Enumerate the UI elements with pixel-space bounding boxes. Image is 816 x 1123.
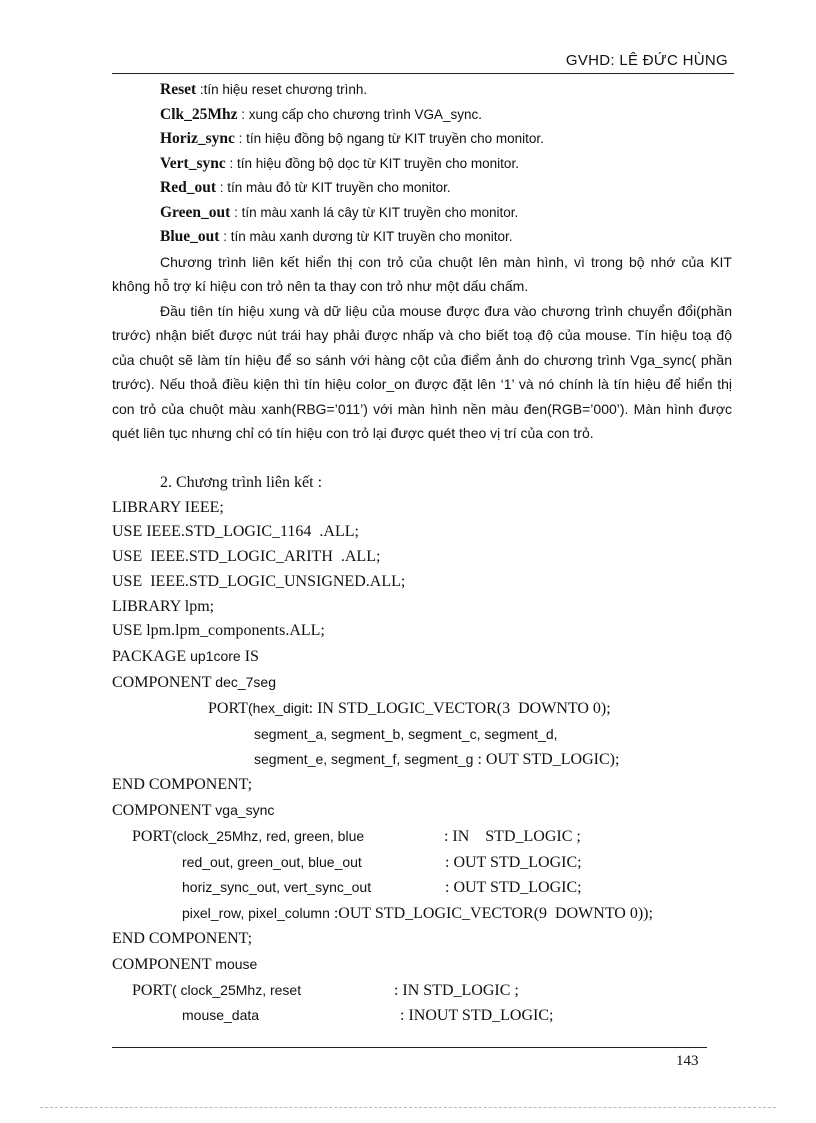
code-keyword: PACKAGE	[112, 648, 191, 666]
code-keyword: PORT	[208, 699, 248, 717]
code-line: USE IEEE.STD_LOGIC_ARITH .ALL;	[112, 548, 381, 566]
code-keyword: : OUT STD_LOGIC;	[445, 853, 582, 871]
header-rule	[112, 73, 734, 74]
code-keyword: : OUT STD_LOGIC);	[473, 751, 620, 769]
code-keyword: IS	[240, 648, 259, 666]
code-keyword: COMPONENT	[112, 955, 216, 973]
code-identifier: segment_a, segment_b, segment_c, segment_d,	[254, 725, 558, 742]
code-line	[112, 824, 732, 850]
signal-desc: : tín hiệu đồng bộ dọc từ KIT truyền cho monitor.	[225, 155, 519, 171]
signal-vert-sync	[112, 152, 732, 177]
page-number: 143	[676, 1053, 699, 1069]
code-keyword: : INOUT STD_LOGIC;	[400, 1007, 554, 1025]
section-title: 2. Chương trình liên kết :	[160, 473, 323, 491]
signal-desc: : xung cấp cho chương trình VGA_sync.	[237, 106, 483, 122]
signal-name: Red_out	[160, 179, 216, 196]
code-keyword: PORT	[132, 827, 172, 845]
code-line	[112, 670, 732, 696]
code-line: END COMPONENT;	[112, 930, 253, 948]
signal-horiz-sync	[112, 127, 732, 152]
code-block	[112, 496, 732, 1030]
code-identifier: (hex_digit	[247, 699, 309, 716]
signal-name: Blue_out	[160, 228, 220, 245]
footer-rule	[112, 1047, 707, 1048]
code-identifier: dec_7seg	[215, 674, 276, 691]
signal-name: Green_out	[160, 203, 231, 221]
code-line	[112, 722, 732, 748]
code-line	[112, 747, 732, 773]
code-keyword: : OUT STD_LOGIC;	[445, 879, 582, 897]
signal-name: Clk_25Mhz	[160, 105, 238, 123]
code-keyword: : IN STD_LOGIC ;	[443, 827, 581, 845]
signal-name: Reset	[160, 81, 197, 98]
code-identifier: ( clock_25Mhz, reset	[171, 981, 302, 998]
page-content	[112, 78, 732, 1029]
code-identifier: segment_e, segment_f, segment_g	[254, 751, 474, 768]
code-keyword: COMPONENT	[112, 674, 216, 692]
code-identifier: red_out, green_out, blue_out	[182, 853, 362, 870]
paragraph-intro: Chương trình liên kết hiển thị con trỏ của chuột lên màn hình, vì trong bộ nhớ của KIT không hỗ trợ kí hiệu con trỏ nên ta thay con trỏ như một dấu chấm.	[112, 253, 732, 294]
signal-red-out	[112, 176, 732, 201]
code-line	[112, 644, 732, 670]
header-title: GVHD: LÊ ĐỨC HÙNG	[565, 52, 728, 69]
code-identifier: pixel_row, pixel_column	[182, 905, 330, 922]
code-line	[112, 1003, 732, 1029]
signal-desc: : tín hiệu đồng bộ ngang từ KIT truyền cho monitor.	[234, 131, 544, 146]
code-line	[112, 696, 732, 722]
signal-clk	[112, 103, 732, 128]
code-keyword: : IN STD_LOGIC_VECTOR(3 DOWNTO 0);	[308, 699, 611, 717]
code-line	[112, 901, 732, 927]
code-line	[112, 850, 732, 876]
paragraph-description: Đầu tiên tín hiệu xung và dữ liệu của mouse được đưa vào chương trình chuyển đổi(phần trước) nhận biết được nút trái hay phải được nhấp và cho biết toạ độ của mouse. Tín hiệu toạ độ của chuột sẽ làm tín hiệu để so sánh với hàng cột của điểm ảnh do chương trình Vga_sync( phần trước). Nếu thoả điều kiện thì tín hiệu color_on được đặt lên ‘1’ và nó chính là tín hiệu để hiển thị con trỏ của chuột màu xanh(RBG=’011’) với màn hình nền màu đen(RGB=’000’). Màn hình được quét liên tục nhưng chỉ có tín hiệu con trỏ lại được quét theo vị trí của con trỏ.	[112, 302, 732, 441]
code-line	[112, 978, 732, 1004]
code-line	[112, 798, 732, 824]
code-line: LIBRARY lpm;	[112, 597, 215, 615]
signal-blue-out	[112, 225, 732, 250]
signal-desc: : tín màu xanh lá cây từ KIT truyền cho monitor.	[230, 204, 519, 220]
code-line: LIBRARY IEEE;	[112, 498, 224, 516]
code-keyword: COMPONENT	[112, 802, 216, 820]
code-identifier: (clock_25Mhz, red, green, blue	[171, 827, 365, 844]
code-identifier: mouse	[215, 955, 258, 972]
code-keyword: :OUT STD_LOGIC_VECTOR(9 DOWNTO 0));	[329, 905, 653, 923]
signal-name: Vert_sync	[160, 154, 226, 172]
signal-reset	[112, 78, 732, 103]
code-line: USE IEEE.STD_LOGIC_1164 .ALL;	[112, 523, 359, 541]
signal-name: Horiz_sync	[160, 130, 235, 147]
code-line: USE lpm.lpm_components.ALL;	[112, 622, 325, 640]
code-line: END COMPONENT;	[112, 776, 253, 794]
signal-green-out	[112, 201, 732, 226]
signal-desc: :tín hiệu reset chương trình.	[196, 82, 368, 97]
signal-desc: : tín màu xanh dương từ KIT truyền cho monitor.	[219, 229, 513, 244]
signal-desc: : tín màu đỏ từ KIT truyền cho monitor.	[215, 180, 451, 195]
code-line	[112, 875, 732, 901]
code-line: USE IEEE.STD_LOGIC_UNSIGNED.ALL;	[112, 572, 406, 590]
code-identifier: horiz_sync_out, vert_sync_out	[182, 879, 372, 896]
code-line	[112, 952, 732, 978]
code-keyword: : IN STD_LOGIC ;	[393, 981, 519, 999]
page-break-divider	[40, 1107, 776, 1108]
code-identifier: mouse_data	[182, 1007, 260, 1024]
code-identifier: vga_sync	[215, 802, 275, 819]
code-identifier: up1core	[190, 648, 241, 665]
code-keyword: PORT	[132, 981, 172, 999]
